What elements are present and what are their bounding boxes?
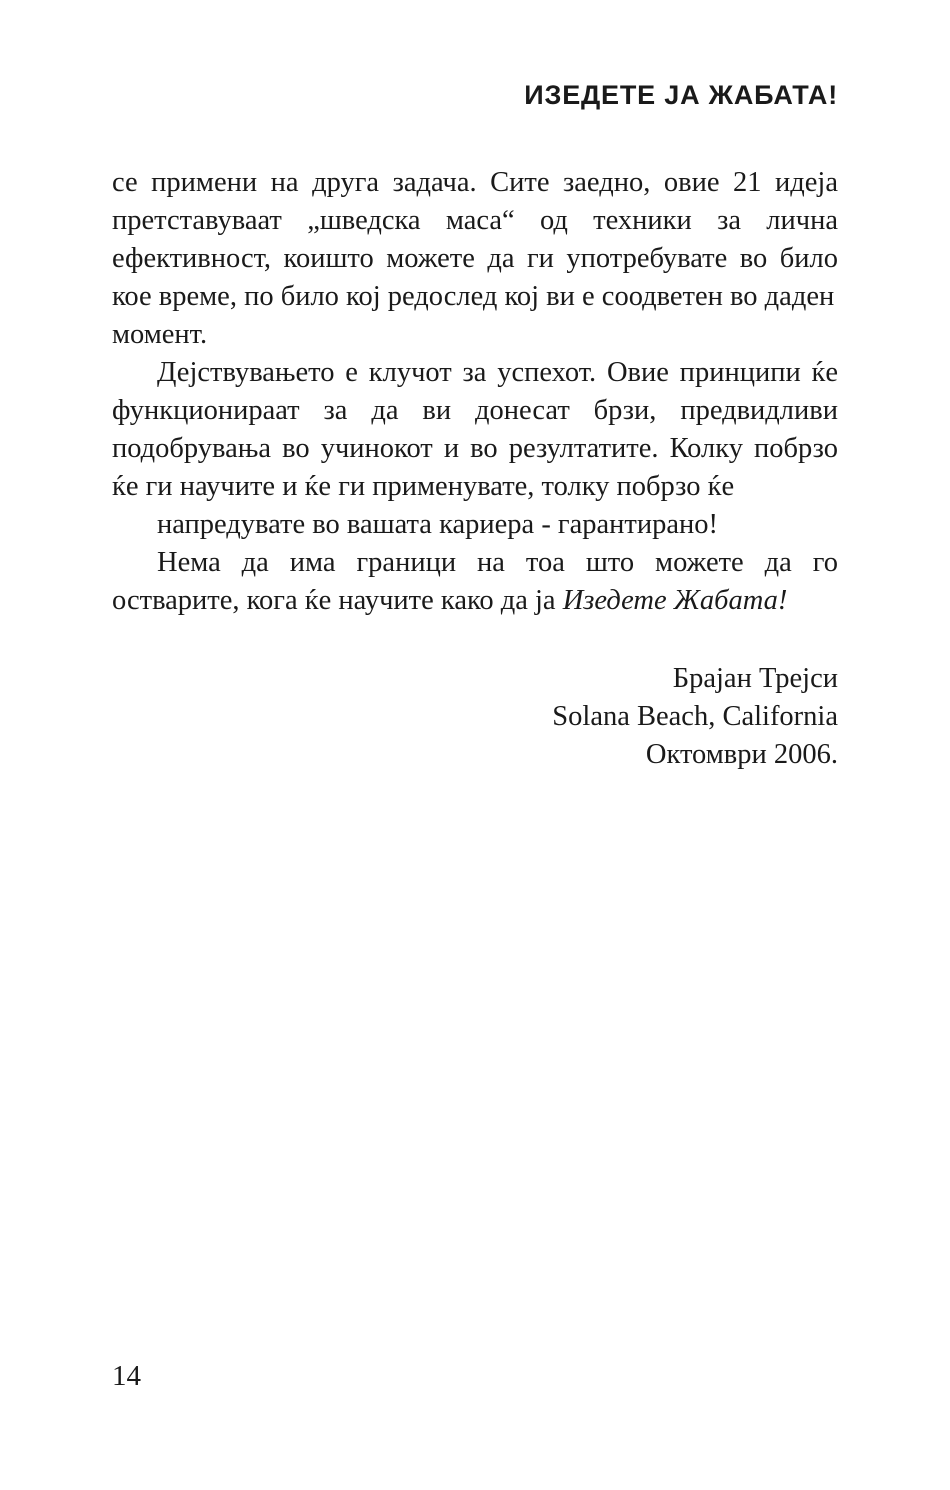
signature-author: Брајан Трејси: [672, 663, 838, 694]
page-number: 14: [112, 1360, 141, 1392]
signature-block: [112, 660, 838, 774]
paragraph-1-text: се примени на друга задача. Сите заедно, овие 21 идеја претставуваат „шведска маса“ од техники за лична ефективност, коишто можете да ги употребувате во било кое време, по било кој редослед кој ви е соодветен во даден: [112, 167, 838, 312]
paragraph-1-last-line: момент.: [112, 319, 208, 350]
signature-date: Октомври 2006.: [645, 739, 838, 770]
paragraph-1: [112, 164, 838, 354]
signature-location: Solana Beach, California: [552, 701, 838, 732]
paragraph-2-last-line: напредувате во вашата кариера - гарантирано!: [157, 509, 719, 540]
paragraph-3: [112, 544, 838, 620]
body-text-column: [112, 164, 838, 620]
paragraph-2-text: Дејствувањето е клучот за успехот. Овие принципи ќе функционираат за да ви донесат брзи, предвидливи подобрувања во учинокот и во резултатите. Колку побрзо ќе ги научите и ќе ги применувате, толку побрзо ќе: [112, 357, 838, 502]
paragraph-2: [112, 354, 838, 544]
paragraph-3-text: Нема да има граници на тоа што можете да го остварите, кога ќе научите како да ја: [112, 547, 838, 616]
book-title-italic: Изедете Жабата!: [562, 585, 788, 616]
running-head: ИЗЕДЕТЕ ЈА ЖАБАТА!: [524, 80, 838, 110]
